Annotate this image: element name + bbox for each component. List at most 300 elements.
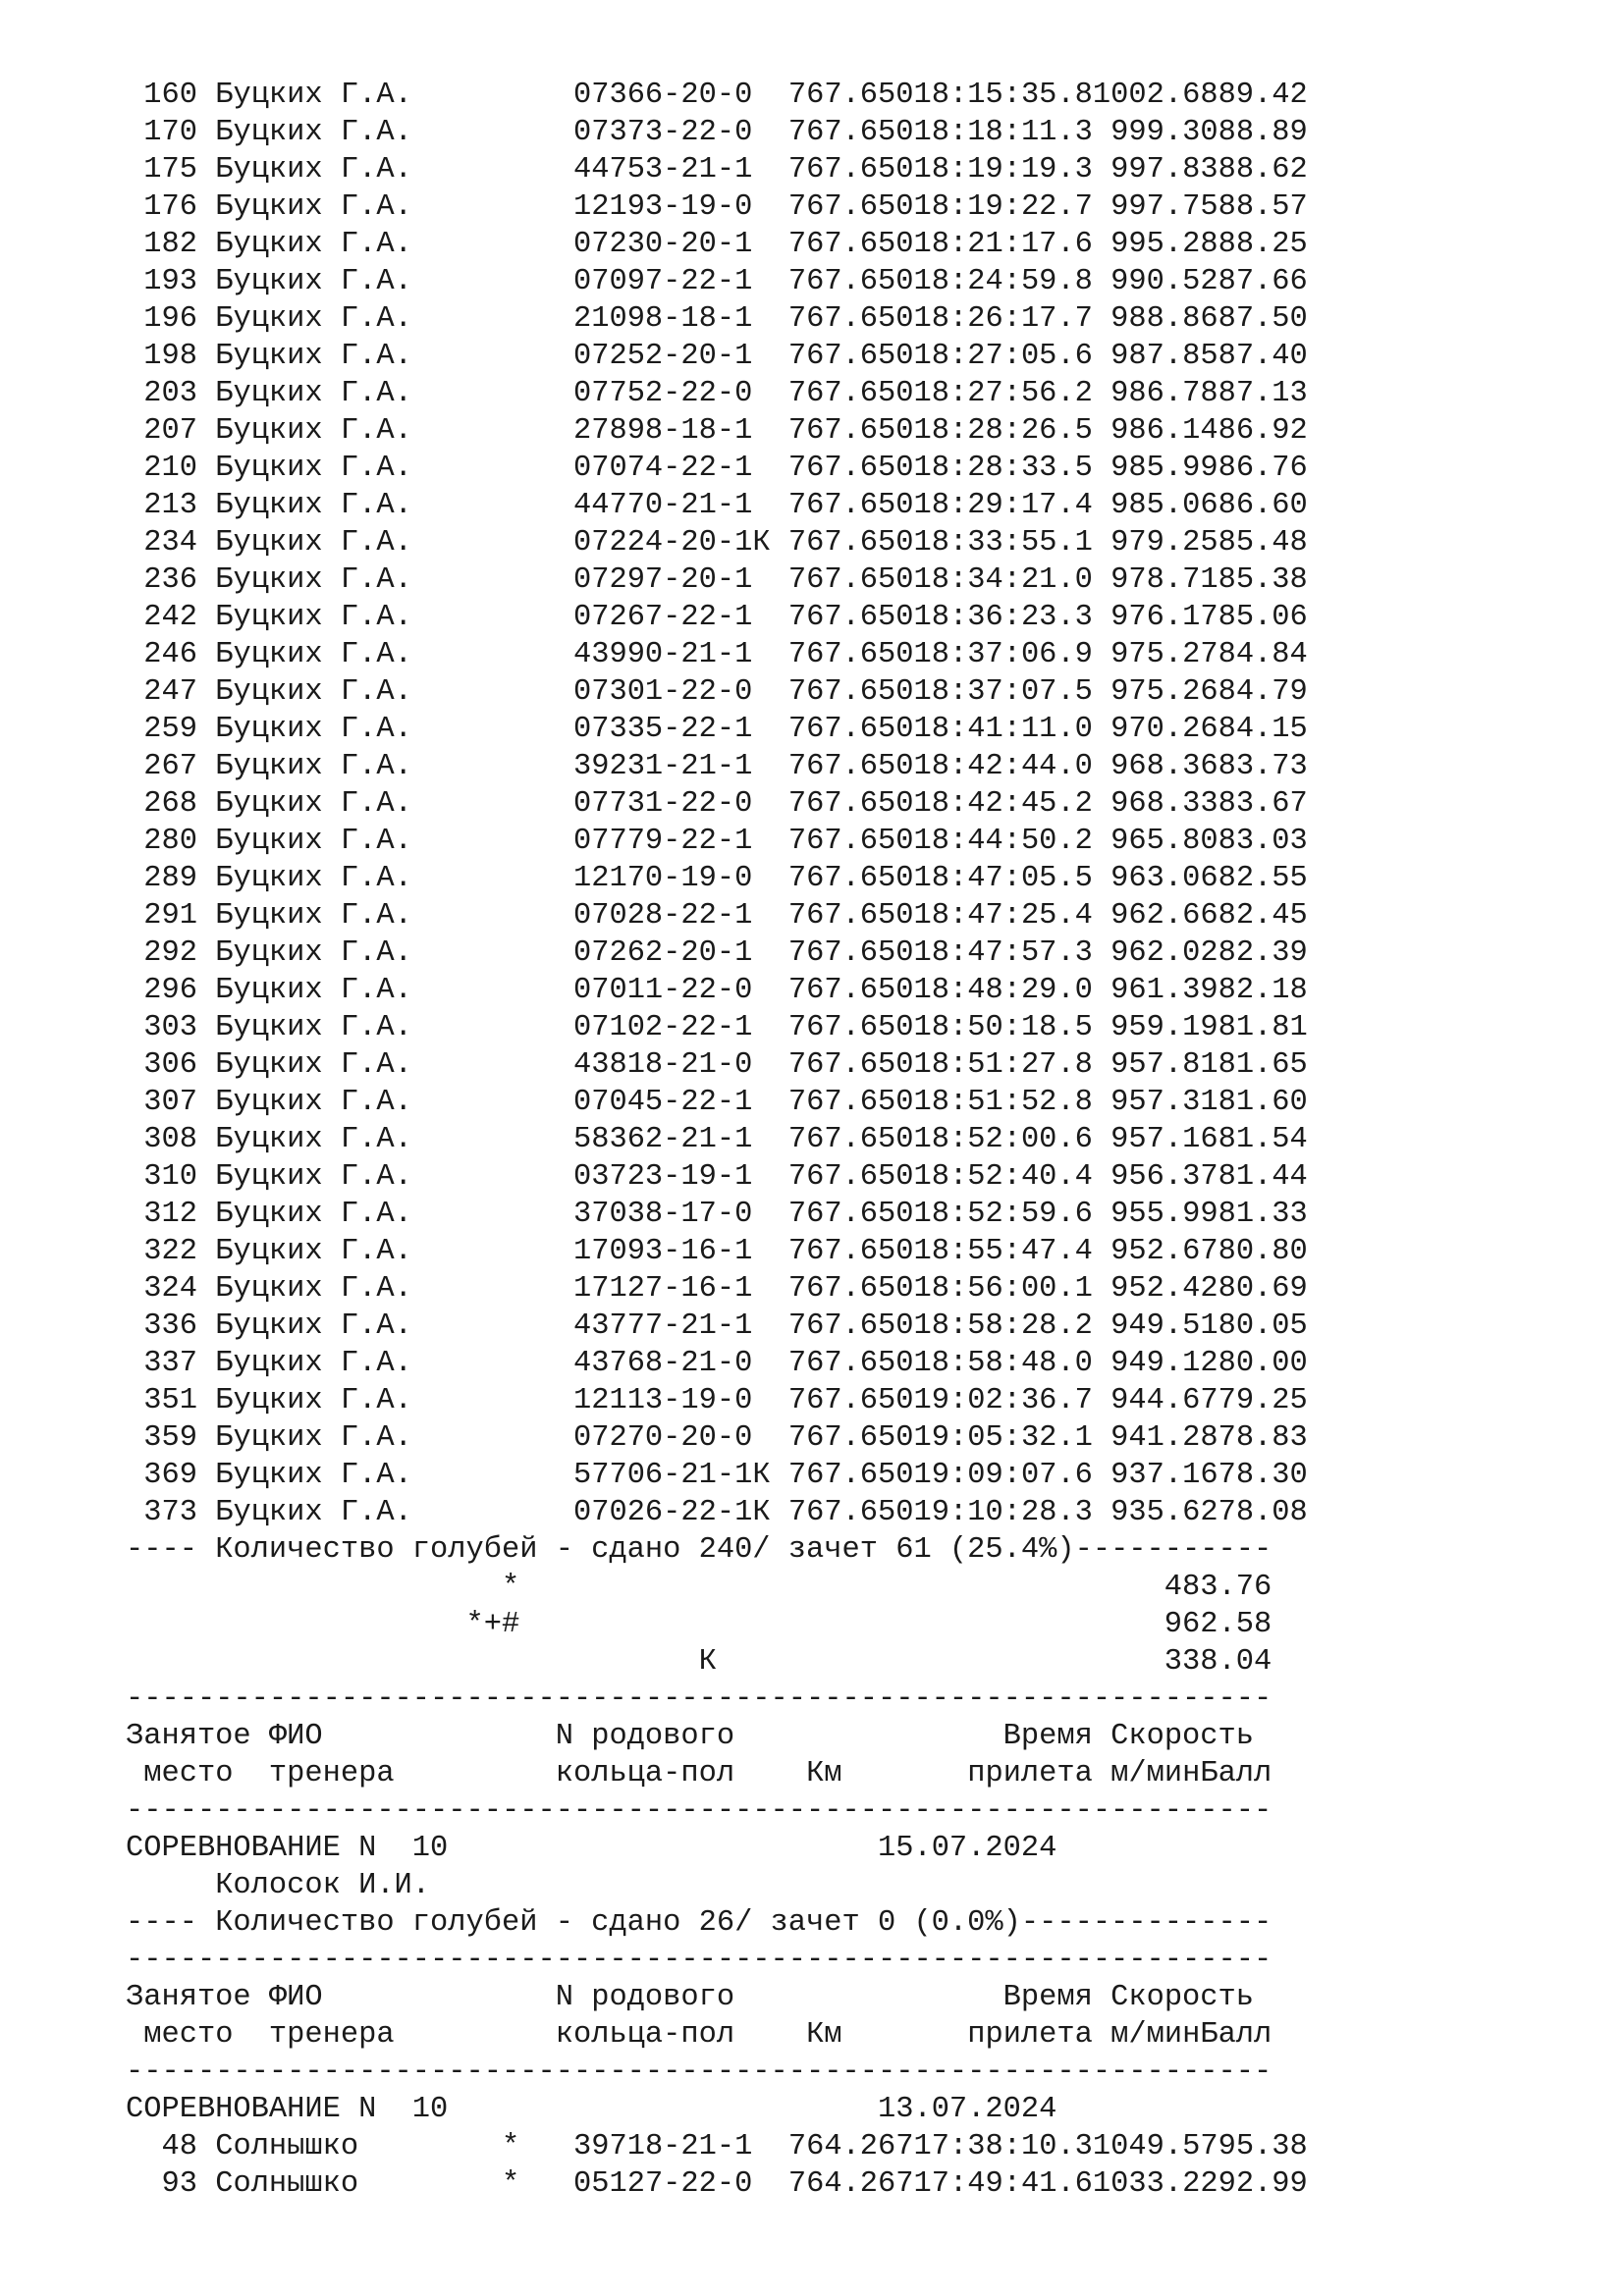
- km-cell: 767.650: [787, 452, 914, 485]
- place-cell: 292: [143, 936, 197, 970]
- place-cell: 247: [143, 675, 197, 709]
- trainer-name-cell: Буцких Г.А.: [215, 414, 412, 448]
- time-cell: 19:09:07.6: [913, 1459, 1093, 1492]
- km-cell: 767.650: [787, 1347, 914, 1380]
- result-row: [126, 1308, 1308, 1345]
- result-row: [126, 1419, 1308, 1457]
- ring-cell: 07731-22-0: [572, 787, 753, 821]
- points-cell: 87.40: [1218, 340, 1308, 373]
- result-row: [126, 599, 1308, 636]
- place-cell: 236: [143, 563, 197, 597]
- km-cell: 767.650: [787, 228, 914, 261]
- trainer-name-cell: Буцких Г.А.: [215, 1048, 412, 1082]
- speed-cell: 952.42: [1110, 1272, 1218, 1306]
- time-cell: 18:27:05.6: [913, 340, 1093, 373]
- trainer-name-cell: Буцких Г.А.: [215, 787, 412, 821]
- time-cell: 18:37:07.5: [913, 675, 1093, 709]
- result-row: [126, 1121, 1308, 1158]
- competition-line: [126, 2091, 1308, 2128]
- header-speed: Скорость: [1110, 1981, 1255, 2014]
- trainer-name-cell: Буцких Г.А.: [215, 936, 412, 970]
- trainer-name-cell: Буцких Г.А.: [215, 563, 412, 597]
- time-cell: 18:52:59.6: [913, 1198, 1093, 1231]
- speed-cell: 962.66: [1110, 899, 1218, 933]
- km-cell: 767.650: [787, 79, 914, 112]
- speed-cell: 957.31: [1110, 1086, 1218, 1119]
- trainer-name-cell: Буцких Г.А.: [215, 862, 412, 895]
- time-cell: 18:15:35.8: [913, 79, 1093, 112]
- points-cell: 81.54: [1218, 1123, 1308, 1156]
- result-row: [126, 524, 1308, 561]
- points-cell: 84.84: [1218, 638, 1308, 671]
- ring-cell: 07097-22-1: [572, 265, 753, 298]
- trainer-name-cell: Буцких Г.А.: [215, 116, 412, 149]
- result-row: [126, 748, 1308, 785]
- trainer-name-cell: Буцких Г.А.: [215, 489, 412, 522]
- ring-cell: 12113-19-0: [572, 1384, 753, 1417]
- km-cell: 767.650: [787, 302, 914, 336]
- place-cell: 307: [143, 1086, 197, 1119]
- time-cell: 18:36:23.3: [913, 601, 1093, 634]
- points-cell: 86.60: [1218, 489, 1308, 522]
- km-cell: 767.650: [787, 377, 914, 410]
- speed-cell: 944.67: [1110, 1384, 1218, 1417]
- speed-cell: 952.67: [1110, 1235, 1218, 1268]
- header-ring: N родового: [555, 1981, 735, 2014]
- ring-cell: 44753-21-1: [572, 153, 753, 187]
- km-cell: 767.650: [787, 1459, 914, 1492]
- place-cell: 373: [143, 1496, 197, 1529]
- speed-cell: 955.99: [1110, 1198, 1218, 1231]
- points-cell: 86.92: [1218, 414, 1308, 448]
- place-cell: 182: [143, 228, 197, 261]
- total-value: 962.58: [1164, 1608, 1272, 1641]
- result-row: [126, 934, 1308, 972]
- speed-cell: 962.02: [1110, 936, 1218, 970]
- trainer-name-cell: Буцких Г.А.: [215, 713, 412, 746]
- time-cell: 18:44:50.2: [913, 825, 1093, 858]
- time-cell: 18:42:45.2: [913, 787, 1093, 821]
- speed-cell: 985.06: [1110, 489, 1218, 522]
- header-name: ФИО: [268, 1720, 323, 1753]
- ring-cell: 07045-22-1: [572, 1086, 753, 1119]
- km-cell: 767.650: [787, 1198, 914, 1231]
- points-cell: 82.18: [1218, 974, 1308, 1007]
- result-row: [126, 785, 1308, 823]
- points-cell: 81.65: [1218, 1048, 1308, 1082]
- result-row: [126, 1345, 1308, 1382]
- place-cell: 303: [143, 1011, 197, 1044]
- result-row: [126, 226, 1308, 263]
- ring-cell: 07779-22-1: [572, 825, 753, 858]
- time-cell: 19:05:32.1: [913, 1421, 1093, 1455]
- result-row: [126, 1457, 1308, 1494]
- km-cell: 767.650: [787, 1123, 914, 1156]
- points-cell: 80.80: [1218, 1235, 1308, 1268]
- time-cell: 18:52:00.6: [913, 1123, 1093, 1156]
- trainer-name-cell: Буцких Г.А.: [215, 1496, 412, 1529]
- km-cell: 767.650: [787, 862, 914, 895]
- km-cell: 767.650: [787, 153, 914, 187]
- place-cell: 369: [143, 1459, 197, 1492]
- summary-line: ---- Количество голубей - сдано 240/ зачет 61 (25.4%)-----------: [126, 1533, 1272, 1567]
- header-name: тренера: [268, 1757, 395, 1790]
- speed-cell: 957.81: [1110, 1048, 1218, 1082]
- km-cell: 767.650: [787, 601, 914, 634]
- place-cell: 196: [143, 302, 197, 336]
- place-cell: 267: [143, 750, 197, 783]
- place-cell: 234: [143, 526, 197, 560]
- ring-cell: 17127-16-1: [572, 1272, 753, 1306]
- speed-cell: 1049.57: [1092, 2130, 1218, 2163]
- place-cell: 193: [143, 265, 197, 298]
- km-cell: 764.267: [787, 2167, 914, 2201]
- time-cell: 18:33:55.1: [913, 526, 1093, 560]
- time-cell: 17:38:10.3: [913, 2130, 1093, 2163]
- time-cell: 18:41:11.0: [913, 713, 1093, 746]
- speed-cell: 975.26: [1110, 675, 1218, 709]
- place-cell: 242: [143, 601, 197, 634]
- trainer-name-cell: Буцких Г.А.: [215, 340, 412, 373]
- trainer-name-cell: Буцких Г.А.: [215, 638, 412, 671]
- time-cell: 18:48:29.0: [913, 974, 1093, 1007]
- participant-name: Колосок И.И.: [215, 1869, 431, 1902]
- points-cell: 78.83: [1218, 1421, 1308, 1455]
- place-cell: 259: [143, 713, 197, 746]
- ring-cell: 03723-19-1: [572, 1160, 753, 1194]
- header-ring: кольца-пол: [555, 2018, 735, 2052]
- km-cell: 767.650: [787, 713, 914, 746]
- time-cell: 18:47:05.5: [913, 862, 1093, 895]
- speed-cell: 1033.22: [1092, 2167, 1218, 2201]
- time-cell: 18:52:40.4: [913, 1160, 1093, 1194]
- trainer-name-cell: Буцких Г.А.: [215, 1272, 412, 1306]
- speed-cell: 935.62: [1110, 1496, 1218, 1529]
- result-row: [126, 1046, 1308, 1084]
- header-time: прилета: [967, 1757, 1093, 1790]
- speed-cell: 956.37: [1110, 1160, 1218, 1194]
- place-cell: 48: [161, 2130, 197, 2163]
- place-cell: 359: [143, 1421, 197, 1455]
- place-cell: 213: [143, 489, 197, 522]
- column-header-row-1: [126, 1979, 1308, 2016]
- header-time: Время: [1002, 1720, 1093, 1753]
- points-cell: 80.00: [1218, 1347, 1308, 1380]
- column-header-row-1: [126, 1718, 1308, 1755]
- ring-cell: 07297-20-1: [572, 563, 753, 597]
- total-value: 338.04: [1164, 1645, 1272, 1679]
- points-cell: 88.25: [1218, 228, 1308, 261]
- place-cell: 337: [143, 1347, 197, 1380]
- speed-cell: 1002.68: [1092, 79, 1218, 112]
- speed-cell: 941.28: [1110, 1421, 1218, 1455]
- ring-cell: 07230-20-1: [572, 228, 753, 261]
- points-cell: 80.05: [1218, 1309, 1308, 1343]
- time-cell: 18:18:11.3: [913, 116, 1093, 149]
- time-cell: 18:37:06.9: [913, 638, 1093, 671]
- ring-cell: 43777-21-1: [572, 1309, 753, 1343]
- points-cell: 88.89: [1218, 116, 1308, 149]
- speed-cell: 975.27: [1110, 638, 1218, 671]
- speed-cell: 959.19: [1110, 1011, 1218, 1044]
- trainer-name-cell: Буцких Г.А.: [215, 79, 412, 112]
- result-row: [126, 487, 1308, 524]
- ring-cell: 07224-20-1К: [572, 526, 771, 560]
- column-header-row-2: [126, 1755, 1308, 1792]
- km-cell: 767.650: [787, 825, 914, 858]
- result-row: [126, 636, 1308, 673]
- competition-date: 15.07.2024: [877, 1832, 1057, 1865]
- time-cell: 17:49:41.6: [913, 2167, 1093, 2201]
- place-cell: 175: [143, 153, 197, 187]
- trainer-name-cell: Буцких Г.А.: [215, 1459, 412, 1492]
- ring-cell: 39231-21-1: [572, 750, 753, 783]
- result-row: [126, 1196, 1308, 1233]
- points-cell: 86.76: [1218, 452, 1308, 485]
- time-cell: 19:02:36.7: [913, 1384, 1093, 1417]
- km-cell: 767.650: [787, 1384, 914, 1417]
- header-points: Балл: [1200, 2018, 1272, 2052]
- time-cell: 18:42:44.0: [913, 750, 1093, 783]
- result-row: [126, 2128, 1308, 2165]
- trainer-name-cell: Буцких Г.А.: [215, 452, 412, 485]
- trainer-name-cell: Буцких Г.А.: [215, 601, 412, 634]
- speed-cell: 997.83: [1110, 153, 1218, 187]
- km-cell: 767.650: [787, 1011, 914, 1044]
- km-cell: 767.650: [787, 1309, 914, 1343]
- time-cell: 18:28:26.5: [913, 414, 1093, 448]
- points-cell: 82.55: [1218, 862, 1308, 895]
- time-cell: 18:21:17.6: [913, 228, 1093, 261]
- trainer-name-cell: Солнышко: [215, 2130, 359, 2163]
- ring-cell: 12170-19-0: [572, 862, 753, 895]
- ring-cell: 07752-22-0: [572, 377, 753, 410]
- place-cell: 176: [143, 190, 197, 224]
- speed-cell: 995.28: [1110, 228, 1218, 261]
- km-cell: 767.650: [787, 563, 914, 597]
- summary-label: Количество голубей - сдано 240/ зачет 61 (25.4%): [215, 1533, 1075, 1567]
- place-cell: 312: [143, 1198, 197, 1231]
- points-cell: 81.60: [1218, 1086, 1308, 1119]
- speed-cell: 999.30: [1110, 116, 1218, 149]
- trainer-name-cell: Буцких Г.А.: [215, 526, 412, 560]
- speed-cell: 957.16: [1110, 1123, 1218, 1156]
- points-cell: 87.13: [1218, 377, 1308, 410]
- points-cell: 87.50: [1218, 302, 1308, 336]
- competition-line: [126, 1830, 1308, 1867]
- place-cell: 336: [143, 1309, 197, 1343]
- km-cell: 767.650: [787, 899, 914, 933]
- trainer-name-cell: Буцких Г.А.: [215, 1235, 412, 1268]
- time-cell: 18:19:22.7: [913, 190, 1093, 224]
- speed-cell: 988.86: [1110, 302, 1218, 336]
- separator-line: ----------------------------------------------------------------: [126, 2056, 1272, 2089]
- time-cell: 18:28:33.5: [913, 452, 1093, 485]
- points-cell: 78.08: [1218, 1496, 1308, 1529]
- ring-cell: 39718-21-1: [573, 2130, 753, 2163]
- trainer-name-cell: Буцких Г.А.: [215, 302, 412, 336]
- trainer-name-cell: Буцких Г.А.: [215, 750, 412, 783]
- result-row: [126, 1158, 1308, 1196]
- place-cell: 308: [143, 1123, 197, 1156]
- time-cell: 18:51:52.8: [913, 1086, 1093, 1119]
- trainer-name-cell: Буцких Г.А.: [215, 1384, 412, 1417]
- speed-cell: 985.99: [1110, 452, 1218, 485]
- place-cell: 246: [143, 638, 197, 671]
- km-cell: 767.650: [787, 489, 914, 522]
- result-row: [126, 897, 1308, 934]
- trainer-name-cell: Буцких Г.А.: [215, 1309, 412, 1343]
- trainer-name-cell: Буцких Г.А.: [215, 1086, 412, 1119]
- points-cell: 88.62: [1218, 153, 1308, 187]
- points-cell: 81.81: [1218, 1011, 1308, 1044]
- speed-cell: 990.52: [1110, 265, 1218, 298]
- ring-cell: 07335-22-1: [572, 713, 753, 746]
- trainer-name-cell: Буцких Г.А.: [215, 899, 412, 933]
- ring-cell: 17093-16-1: [572, 1235, 753, 1268]
- time-cell: 18:27:56.2: [913, 377, 1093, 410]
- ring-cell: 21098-18-1: [572, 302, 753, 336]
- km-cell: 767.650: [787, 675, 914, 709]
- ring-cell: 07262-20-1: [572, 936, 753, 970]
- place-cell: 93: [161, 2167, 197, 2201]
- header-place: Занятое: [126, 1720, 251, 1753]
- header-speed: м/мин: [1110, 1757, 1201, 1790]
- speed-cell: 978.71: [1110, 563, 1218, 597]
- total-symbol: К: [698, 1645, 717, 1679]
- header-km: Км: [806, 1757, 842, 1790]
- km-cell: 767.650: [787, 1235, 914, 1268]
- header-km: Км: [806, 2018, 842, 2052]
- points-cell: 88.57: [1218, 190, 1308, 224]
- time-cell: 18:19:19.3: [913, 153, 1093, 187]
- points-cell: 92.99: [1218, 2167, 1308, 2201]
- time-cell: 18:29:17.4: [913, 489, 1093, 522]
- place-cell: 310: [143, 1160, 197, 1194]
- ring-cell: 07373-22-0: [572, 116, 753, 149]
- place-cell: 160: [143, 79, 197, 112]
- ring-cell: 12193-19-0: [572, 190, 753, 224]
- km-cell: 767.650: [787, 638, 914, 671]
- result-row: [126, 1494, 1308, 1531]
- header-ring: N родового: [555, 1720, 735, 1753]
- place-cell: 322: [143, 1235, 197, 1268]
- speed-cell: 949.51: [1110, 1309, 1218, 1343]
- ring-cell: 07270-20-0: [572, 1421, 753, 1455]
- place-cell: 280: [143, 825, 197, 858]
- total-value: 483.76: [1164, 1571, 1272, 1604]
- speed-cell: 970.26: [1110, 713, 1218, 746]
- points-cell: 85.48: [1218, 526, 1308, 560]
- ring-cell: 07074-22-1: [572, 452, 753, 485]
- result-row: [126, 2165, 1308, 2203]
- points-cell: 79.25: [1218, 1384, 1308, 1417]
- result-row: [126, 114, 1308, 151]
- results-printout: [126, 77, 1308, 2203]
- ring-cell: 37038-17-0: [572, 1198, 753, 1231]
- points-cell: 82.39: [1218, 936, 1308, 970]
- trainer-name-cell: Буцких Г.А.: [215, 1011, 412, 1044]
- time-cell: 18:58:48.0: [913, 1347, 1093, 1380]
- speed-cell: 986.14: [1110, 414, 1218, 448]
- result-row: [126, 823, 1308, 860]
- result-row: [126, 1009, 1308, 1046]
- points-cell: 83.73: [1218, 750, 1308, 783]
- time-cell: 18:47:25.4: [913, 899, 1093, 933]
- trainer-name-cell: Буцких Г.А.: [215, 228, 412, 261]
- km-cell: 767.650: [787, 787, 914, 821]
- points-cell: 84.79: [1218, 675, 1308, 709]
- speed-cell: 979.25: [1110, 526, 1218, 560]
- header-place: место: [143, 1757, 234, 1790]
- place-cell: 207: [143, 414, 197, 448]
- trainer-name-cell: Буцких Г.А.: [215, 1123, 412, 1156]
- place-cell: 306: [143, 1048, 197, 1082]
- ring-cell: 07102-22-1: [572, 1011, 753, 1044]
- time-cell: 19:10:28.3: [913, 1496, 1093, 1529]
- time-cell: 18:34:21.0: [913, 563, 1093, 597]
- result-row: [126, 263, 1308, 300]
- km-cell: 767.650: [787, 526, 914, 560]
- points-cell: 81.44: [1218, 1160, 1308, 1194]
- speed-cell: 968.36: [1110, 750, 1218, 783]
- result-row: [126, 673, 1308, 711]
- km-cell: 767.650: [787, 1272, 914, 1306]
- header-ring: кольца-пол: [555, 1757, 735, 1790]
- points-cell: 95.38: [1218, 2130, 1308, 2163]
- ring-cell: 07252-20-1: [572, 340, 753, 373]
- speed-cell: 997.75: [1110, 190, 1218, 224]
- km-cell: 767.650: [787, 750, 914, 783]
- trainer-name-cell: Буцких Г.А.: [215, 1198, 412, 1231]
- place-cell: 203: [143, 377, 197, 410]
- trainer-name-cell: Солнышко: [215, 2167, 359, 2201]
- place-cell: 289: [143, 862, 197, 895]
- total-row: [126, 1606, 1308, 1643]
- km-cell: 767.650: [787, 936, 914, 970]
- header-time: прилета: [967, 2018, 1093, 2052]
- trainer-name-cell: Буцких Г.А.: [215, 675, 412, 709]
- trainer-name-cell: Буцких Г.А.: [215, 1421, 412, 1455]
- ring-cell: 43990-21-1: [572, 638, 753, 671]
- header-place: Занятое: [126, 1981, 251, 2014]
- place-cell: 291: [143, 899, 197, 933]
- points-cell: 81.33: [1218, 1198, 1308, 1231]
- km-cell: 767.650: [787, 974, 914, 1007]
- result-row: [126, 375, 1308, 412]
- result-row: [126, 1084, 1308, 1121]
- header-speed: м/мин: [1110, 2018, 1201, 2052]
- points-cell: 89.42: [1218, 79, 1308, 112]
- km-cell: 767.650: [787, 414, 914, 448]
- competition-title: СОРЕВНОВАНИЕ N 10: [126, 2093, 449, 2126]
- km-cell: 767.650: [787, 340, 914, 373]
- header-points: Балл: [1200, 1757, 1272, 1790]
- separator-line: ----------------------------------------------------------------: [126, 1944, 1272, 1977]
- km-cell: 767.650: [787, 1160, 914, 1194]
- mark-cell: *: [502, 2167, 520, 2201]
- points-cell: 83.67: [1218, 787, 1308, 821]
- ring-cell: 27898-18-1: [572, 414, 753, 448]
- place-cell: 296: [143, 974, 197, 1007]
- speed-cell: 937.16: [1110, 1459, 1218, 1492]
- ring-cell: 43768-21-0: [572, 1347, 753, 1380]
- place-cell: 210: [143, 452, 197, 485]
- speed-cell: 986.78: [1110, 377, 1218, 410]
- speed-cell: 961.39: [1110, 974, 1218, 1007]
- summary-line: ---- Количество голубей - сдано 26/ зачет 0 (0.0%)--------------: [126, 1906, 1272, 1940]
- speed-cell: 963.06: [1110, 862, 1218, 895]
